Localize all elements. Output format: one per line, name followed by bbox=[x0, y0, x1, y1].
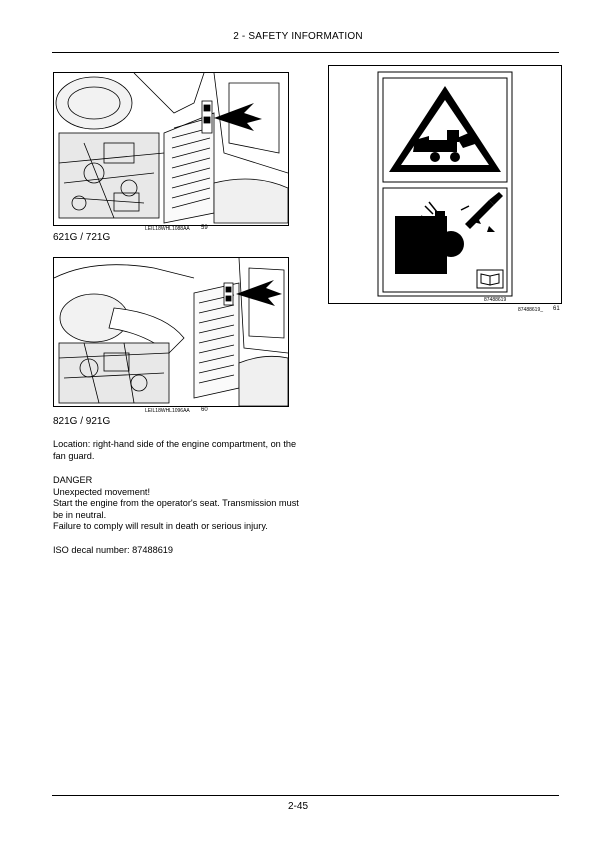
pointer-arrow-icon bbox=[236, 280, 282, 306]
figure-59-number: 59 bbox=[201, 225, 208, 231]
page-header-title: 2 - SAFETY INFORMATION bbox=[233, 31, 363, 42]
danger-heading: DANGER bbox=[53, 475, 93, 485]
figure-59-model-label: 621G / 721G bbox=[53, 232, 111, 243]
figure-61-number: 61 bbox=[553, 306, 560, 312]
header-rule bbox=[52, 52, 559, 53]
danger-line-1: Unexpected movement! bbox=[53, 487, 151, 497]
figure-60-image bbox=[53, 257, 289, 407]
figure-61-ref: 87488619_ bbox=[518, 307, 544, 313]
figure-59-image bbox=[53, 72, 289, 226]
danger-line-3: Failure to comply will result in death or serious injury. bbox=[53, 521, 268, 531]
figure-61-decal-image bbox=[328, 65, 562, 304]
danger-line-2: Start the engine from the operator's seat. Transmission must be in neutral. bbox=[53, 498, 299, 520]
manual-book-icon bbox=[477, 270, 503, 288]
figure-59-ref: LEIL18WHL1088AA bbox=[145, 226, 190, 232]
decal-code: 87488619 bbox=[484, 297, 507, 303]
figure-60-ref: LEIL18WHL1096AA bbox=[145, 408, 190, 414]
iso-decal-number: ISO decal number: 87488619 bbox=[53, 545, 174, 555]
figure-60-number: 60 bbox=[201, 407, 208, 413]
pointer-arrow-icon bbox=[214, 103, 262, 131]
footer-rule bbox=[52, 795, 559, 796]
location-text: Location: right-hand side of the engine compartment, on the fan guard. bbox=[53, 439, 297, 461]
figure-60-model-label: 821G / 921G bbox=[53, 416, 111, 427]
page-number: 2-45 bbox=[287, 801, 308, 812]
